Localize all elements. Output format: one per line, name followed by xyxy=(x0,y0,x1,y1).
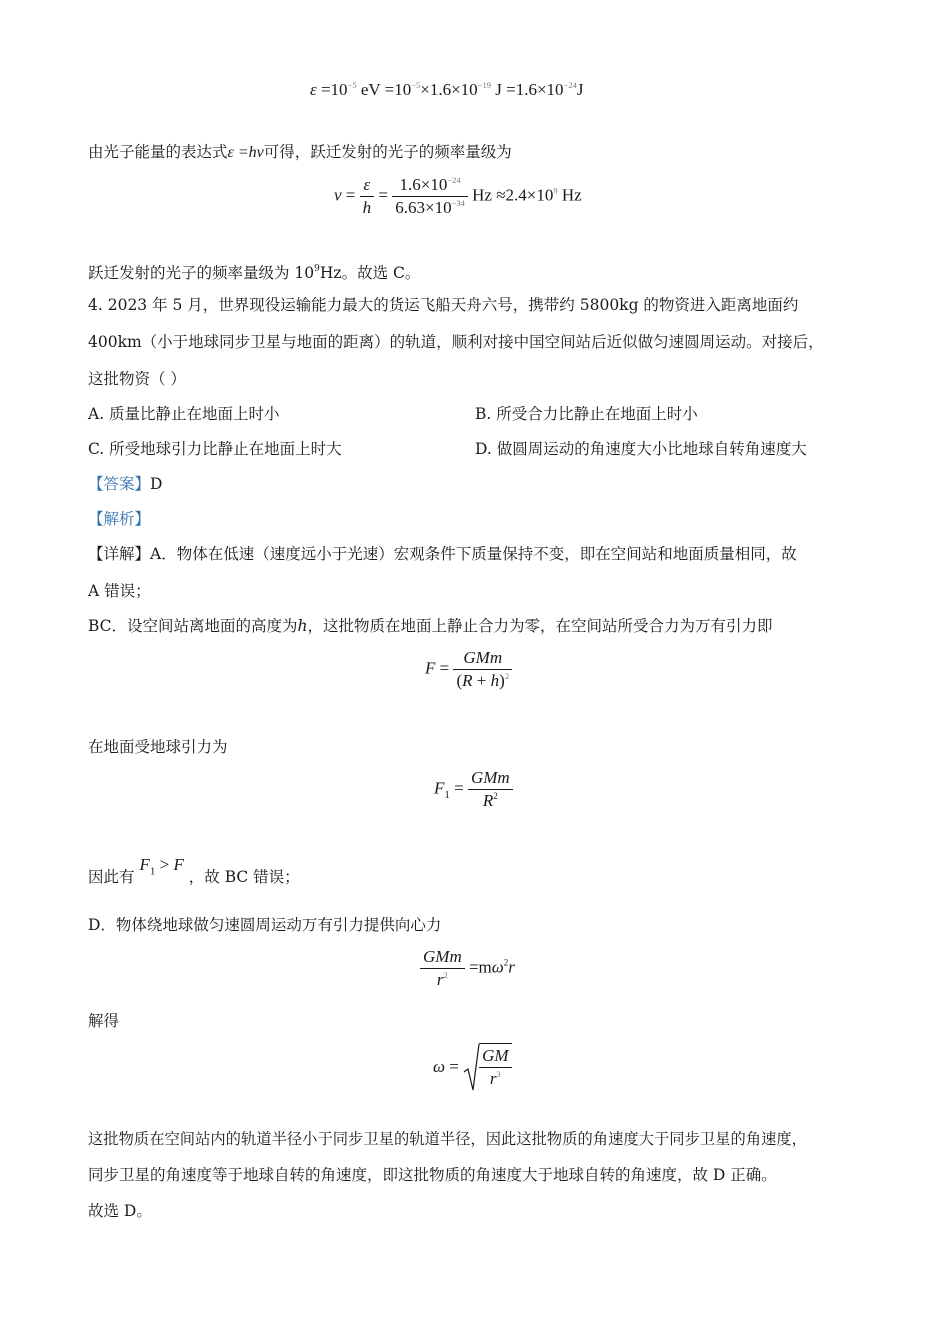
option-a: A. 质量比静止在地面上时小 xyxy=(88,405,280,423)
option-d: D. 做圆周运动的角速度大小比地球自转角速度大 xyxy=(475,440,807,458)
conclusion-line-2: 同步卫星的角速度等于地球自转的角速度，即这批物质的角速度大于地球自转的角速度，故 D 正确。 xyxy=(88,1166,777,1184)
question-line-1: 4. 2023 年 5 月，世界现役运输能力最大的货运飞船天舟六号，携带约 5800kg 的物资进入距离地面约 xyxy=(88,296,799,314)
answer-line xyxy=(88,473,162,495)
solve-line: 解得 xyxy=(88,1012,120,1030)
inequality: $F_1 > F$ xyxy=(139,855,184,878)
question-line-2: 400km（小于地球同步卫星与地面的距离）的轨道，顺利对接中国空间站后近似做匀速圆周运动。对接后， xyxy=(88,333,824,351)
centripetal-equation: $\frac{\text{GMm}}{r^2}$ $=m\omega^2r$ xyxy=(420,947,515,990)
option-b: B. 所受合力比静止在地面上时小 xyxy=(475,405,698,423)
therefore-line: 因此有 $F_1 > F$ ，故 BC 错误； xyxy=(88,855,300,886)
answer-value: D xyxy=(150,475,163,493)
detail-label: 【详解】 xyxy=(88,545,151,563)
epsilon-over-h-fraction: $\frac{\varepsilon}{h}$ xyxy=(360,175,375,218)
photon-energy-line: 由光子能量的表达式ε =hν可得，跃迁发射的光子的频率量级为 xyxy=(88,143,512,161)
conclusion-line-3: 故选 D。 xyxy=(88,1202,152,1220)
bc-line: BC．设空间站离地面的高度为h，这批物质在地面上静止合力为零，在空间站所受合力为万有引力即 xyxy=(88,617,773,635)
ground-force-line: 在地面受地球引力为 xyxy=(88,738,228,756)
photon-energy-formula: ε =hν xyxy=(227,144,264,161)
energy-equation: $\varepsilon =10^{-5}$ eV $=10^{-5}\times 1.6\times 10^{-19}$ $J =1.6\times 10^{-24}J$ xyxy=(310,80,584,99)
net-force-equation: F = $\frac{\text{GMm}}{(R + h)^2}$ xyxy=(425,648,512,691)
frequency-order-line: 跃迁发射的光子的频率量级为 $10^9Hz$。故选 C。 xyxy=(88,264,421,282)
numeric-fraction: $\frac{1.6\times 10^{-24}}{6.63\times 10^{-34}}$ xyxy=(392,175,468,218)
question-line-3: 这批物资（ ） xyxy=(88,370,186,388)
ground-force-equation: $F_1$ = $\frac{\text{GMm}}{R^2}$ xyxy=(434,768,513,811)
detail-line-2: A 错误； xyxy=(88,582,151,600)
square-root: $\frac{GM}{r^3}$ xyxy=(463,1042,533,1094)
detail-line-1: 【详解】A．物体在低速（速度远小于光速）宏观条件下质量保持不变，即在空间站和地面质量相同，故 xyxy=(88,545,797,563)
epsilon-symbol: ε xyxy=(310,80,317,99)
option-c: C. 所受地球引力比静止在地面上时大 xyxy=(88,440,342,458)
analysis-line xyxy=(88,508,150,530)
conclusion-line-1: 这批物质在空间站内的轨道半径小于同步卫星的轨道半径，因此这批物质的角速度大于同步卫星的角速度， xyxy=(88,1130,807,1148)
frequency-equation: ν = $\frac{\varepsilon}{h}$ = $\frac{1.6\times 10^{-24}}{6.63\times 10^{-34}}$ $Hz \approx 2.4\times 10^9$ Hz xyxy=(334,175,582,217)
analysis-label: 【解析】 xyxy=(88,510,151,528)
omega-equation: ω = $\frac{GM}{r^3}$ xyxy=(433,1042,533,1094)
d-line: D．物体绕地球做匀速圆周运动万有引力提供向心力 xyxy=(88,916,442,934)
answer-label: 【答案】 xyxy=(88,475,151,493)
